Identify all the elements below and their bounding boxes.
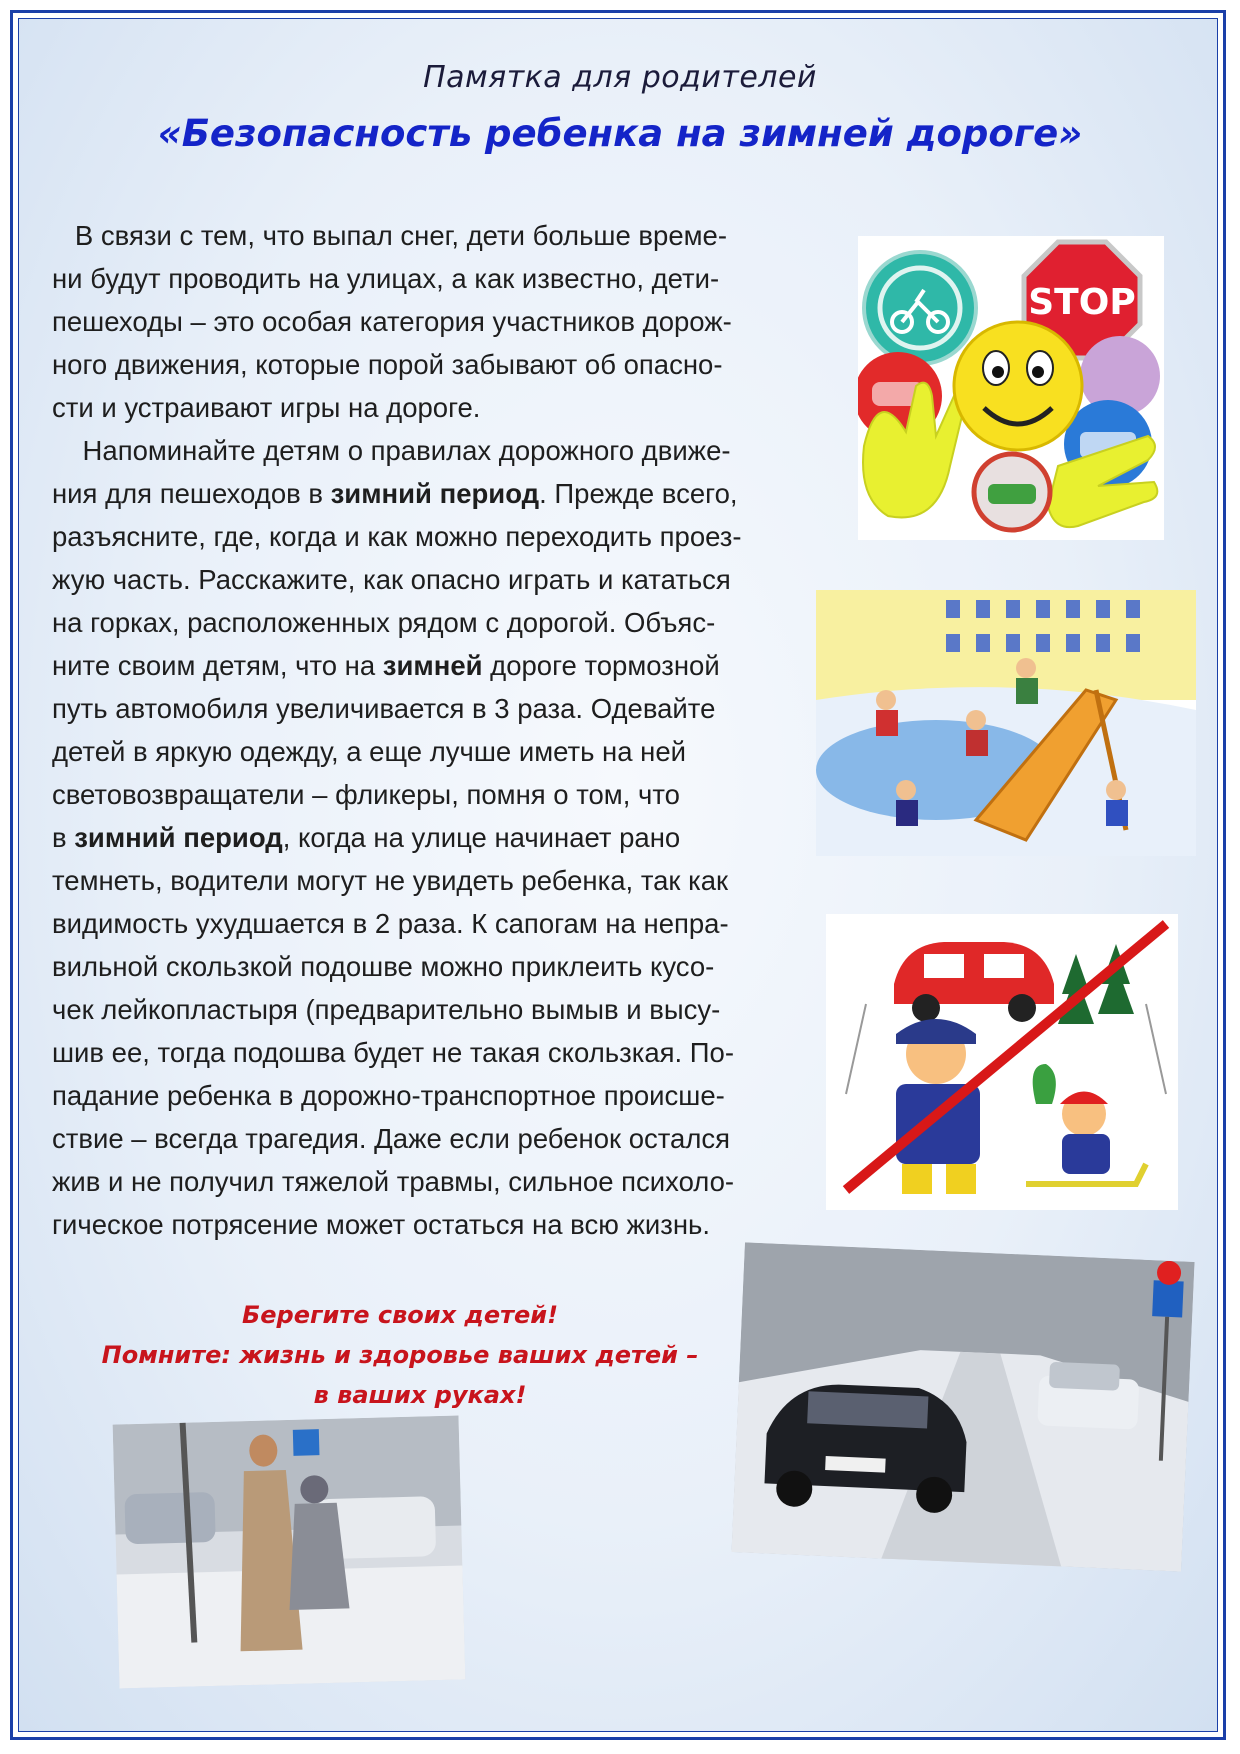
body-segment: ните своим детям, что на	[52, 650, 383, 681]
body-segment: В связи с тем, что выпал снег, дети больше време-	[52, 220, 727, 251]
body-text	[52, 214, 792, 1246]
snowy-road-car-photo	[731, 1242, 1194, 1571]
body-line	[52, 214, 792, 257]
memo-title: «Безопасность ребенка на зимней дороге»	[157, 112, 1083, 155]
body-segment: дороге тормозной	[482, 650, 720, 681]
body-segment: Напоминайте детям о правилах дорожного движе-	[52, 435, 731, 466]
body-segment: . Прежде всего,	[539, 478, 738, 509]
body-segment: чек лейкопластыря (предварительно вымыв и высу-	[52, 994, 721, 1025]
body-emphasis: зимний период	[330, 478, 540, 509]
body-segment: гическое потрясение может остаться на всю жизнь.	[52, 1209, 710, 1240]
body-segment: на горках, расположенных рядом с дорогой. Объяс-	[52, 607, 716, 638]
body-segment: детей в яркую одежду, а еще лучше иметь на ней	[52, 736, 687, 767]
body-segment: жую часть. Расскажите, как опасно играть и кататься	[52, 564, 731, 595]
body-segment: жив и не получил тяжелой травмы, сильное психоло-	[52, 1166, 735, 1197]
body-line	[52, 1074, 792, 1117]
body-line	[52, 558, 792, 601]
body-line	[52, 515, 792, 558]
body-line	[52, 730, 792, 773]
body-segment: пешеходы – это особая категория участников дорож-	[52, 306, 732, 337]
body-line	[52, 472, 792, 515]
body-segment: путь автомобиля увеличивается в 3 раза. Одевайте	[52, 693, 716, 724]
no-sledding-on-road-picture	[826, 914, 1178, 1210]
body-line	[52, 945, 792, 988]
body-line	[52, 429, 792, 472]
body-line	[52, 773, 792, 816]
body-line	[52, 644, 792, 687]
body-segment: в	[52, 822, 75, 853]
body-line	[52, 687, 792, 730]
body-segment: ного движения, которые порой забывают об опасно-	[52, 349, 723, 380]
body-emphasis: зимней	[382, 650, 483, 681]
body-line	[52, 902, 792, 945]
body-line	[52, 859, 792, 902]
body-segment: , когда на улице начинает рано	[282, 822, 681, 853]
body-segment: ния для пешеходов в	[52, 478, 331, 509]
body-line	[52, 1031, 792, 1074]
body-line	[52, 1160, 792, 1203]
body-segment: темнеть, водители могут не увидеть ребенка, так как	[52, 865, 729, 896]
children-slide-picture	[816, 590, 1196, 856]
footer-line-3: в ваших руках!	[313, 1381, 527, 1409]
body-line	[52, 386, 792, 429]
body-segment: шив ее, тогда подошва будет не такая скользкая. По-	[52, 1037, 735, 1068]
footer-line-1: Берегите своих детей!	[241, 1301, 559, 1329]
body-segment: разъясните, где, когда и как можно переходить проез-	[52, 521, 742, 552]
body-emphasis: зимний период	[74, 822, 283, 853]
body-segment: ни будут проводить на улицах, а как известно, дети-	[52, 263, 720, 294]
body-segment: ствие – всегда трагедия. Даже если ребенок остался	[52, 1123, 731, 1154]
memo-subtitle: Памятка для родителей	[423, 60, 817, 95]
body-segment: световозвращатели – фликеры, помня о том, что	[52, 779, 680, 810]
body-line	[52, 988, 792, 1031]
body-line	[52, 300, 792, 343]
body-segment: сти и устраивают игры на дороге.	[52, 392, 481, 423]
flickers-picture	[858, 236, 1164, 540]
body-line	[52, 257, 792, 300]
body-segment: видимость ухудшается в 2 раза. К сапогам на непра-	[52, 908, 729, 939]
stop-sign-text: STOP	[1028, 282, 1136, 323]
footer-line-2: Помните: жизнь и здоровье ваших детей –	[101, 1341, 699, 1369]
body-line	[52, 601, 792, 644]
pedestrians-snow-photo	[113, 1416, 466, 1689]
body-line	[52, 816, 792, 859]
body-segment: вильной скользкой подошве можно приклеить кусо-	[52, 951, 715, 982]
body-line	[52, 343, 792, 386]
body-line	[52, 1117, 792, 1160]
footer-message	[95, 1295, 705, 1415]
body-line	[52, 1203, 792, 1246]
body-segment: падание ребенка в дорожно-транспортное происше-	[52, 1080, 725, 1111]
